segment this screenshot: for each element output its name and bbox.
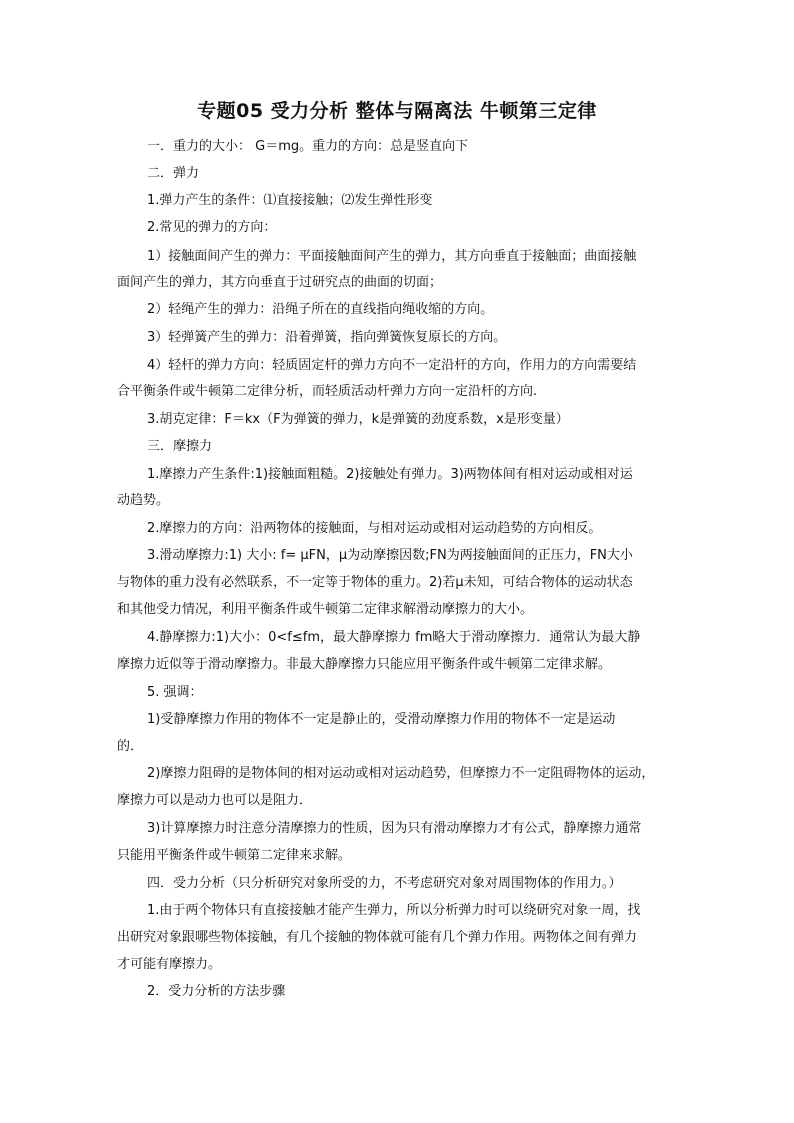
text-line: 1.由于两个物体只有直接接触才能产生弹力，所以分析弹力时可以绕研究对象一周，找 bbox=[147, 903, 641, 918]
text-line: 2．受力分析的方法步骤 bbox=[147, 984, 286, 999]
text-line: 3）轻弹簧产生的弹力：沿着弹簧，指向弹簧恢复原长的方向。 bbox=[147, 330, 507, 345]
text-line: 1)受静摩擦力作用的物体不一定是静止的，受滑动摩擦力作用的物体不一定是运动 bbox=[147, 712, 616, 727]
text-line: 出研究对象跟哪些物体接触，有几个接触的物体就可能有几个弹力作用。两物体之间有弹力 bbox=[117, 930, 638, 945]
section-heading: 四．受力分析（只分析研究对象所受的力，不考虑研究对象对周围物体的作用力。） bbox=[147, 876, 622, 891]
text-line: 4.静摩擦力:1)大小：0<f≤fm，最大静摩擦力 fm略大于滑动摩擦力．通常认为最大静 bbox=[147, 630, 641, 645]
text-line: 3.胡克定律：F＝kx（F为弹簧的弹力，k是弹簧的劲度系数，x是形变量） bbox=[147, 412, 569, 427]
text-line: 4）轻杆的弹力方向：轻质固定杆的弹力方向不一定沿杆的方向，作用力的方向需要结 bbox=[147, 358, 637, 373]
text-line: 和其他受力情况，利用平衡条件或牛顿第二定律求解滑动摩擦力的大小。 bbox=[117, 602, 534, 617]
text-line: 动趋势。 bbox=[117, 493, 170, 508]
text-line: 摩擦力可以是动力也可以是阻力． bbox=[117, 793, 313, 808]
text-line: 2.摩擦力的方向：沿两物体的接触面，与相对运动或相对运动趋势的方向相反。 bbox=[147, 521, 602, 536]
text-line: 2.常见的弹力的方向： bbox=[147, 220, 277, 235]
text-line: 只能用平衡条件或牛顿第二定律来求解。 bbox=[117, 848, 352, 863]
text-line: 的． bbox=[117, 739, 144, 754]
text-line: 5. 强调： bbox=[147, 685, 203, 700]
text-line: 3)计算摩擦力时注意分清摩擦力的性质，因为只有滑动摩擦力才有公式，静摩擦力通常 bbox=[147, 821, 642, 836]
section-heading: 三．摩擦力 bbox=[147, 439, 213, 454]
text-line: 1.弹力产生的条件：⑴直接接触；⑵发生弹性形变 bbox=[147, 193, 433, 208]
text-line: 2)摩擦力阻碍的是物体间的相对运动或相对运动趋势，但摩擦力不一定阻碍物体的运动， bbox=[147, 766, 655, 781]
text-line: 与物体的重力没有必然联系，不一定等于物体的重力。2)若μ未知，可结合物体的运动状态 bbox=[117, 575, 633, 590]
text-line: 1）接触面间产生的弹力：平面接触面间产生的弹力，其方向垂直于接触面；曲面接触 bbox=[147, 249, 637, 264]
text-line: 2）轻绳产生的弹力：沿绳子所在的直线指向绳收缩的方向。 bbox=[147, 302, 494, 317]
page-title: 专题05 受力分析 整体与隔离法 牛顿第三定律 bbox=[197, 100, 597, 122]
section-heading: 二．弹力 bbox=[147, 166, 200, 181]
text-line: 一．重力的大小： G＝mg。重力的方向：总是竖直向下 bbox=[147, 139, 469, 154]
text-line: 1.摩擦力产生条件:1)接触面粗糙。2)接触处有弹力。3)两物体间有相对运动或相对运 bbox=[147, 467, 633, 482]
text-line: 3.滑动摩擦力:1) 大小: f= μFN，μ为动摩擦因数;FN为两接触面间的正压力，FN大小 bbox=[147, 548, 633, 563]
text-line: 摩擦力近似等于滑动摩擦力。非最大静摩擦力只能应用平衡条件或牛顿第二定律求解。 bbox=[117, 657, 612, 672]
text-line: 才可能有摩擦力。 bbox=[117, 957, 222, 972]
text-line: 合平衡条件或牛顿第二定律分析，而轻质活动杆弹力方向一定沿杆的方向. bbox=[117, 384, 538, 399]
text-line: 面间产生的弹力，其方向垂直于过研究点的曲面的切面； bbox=[117, 275, 443, 290]
